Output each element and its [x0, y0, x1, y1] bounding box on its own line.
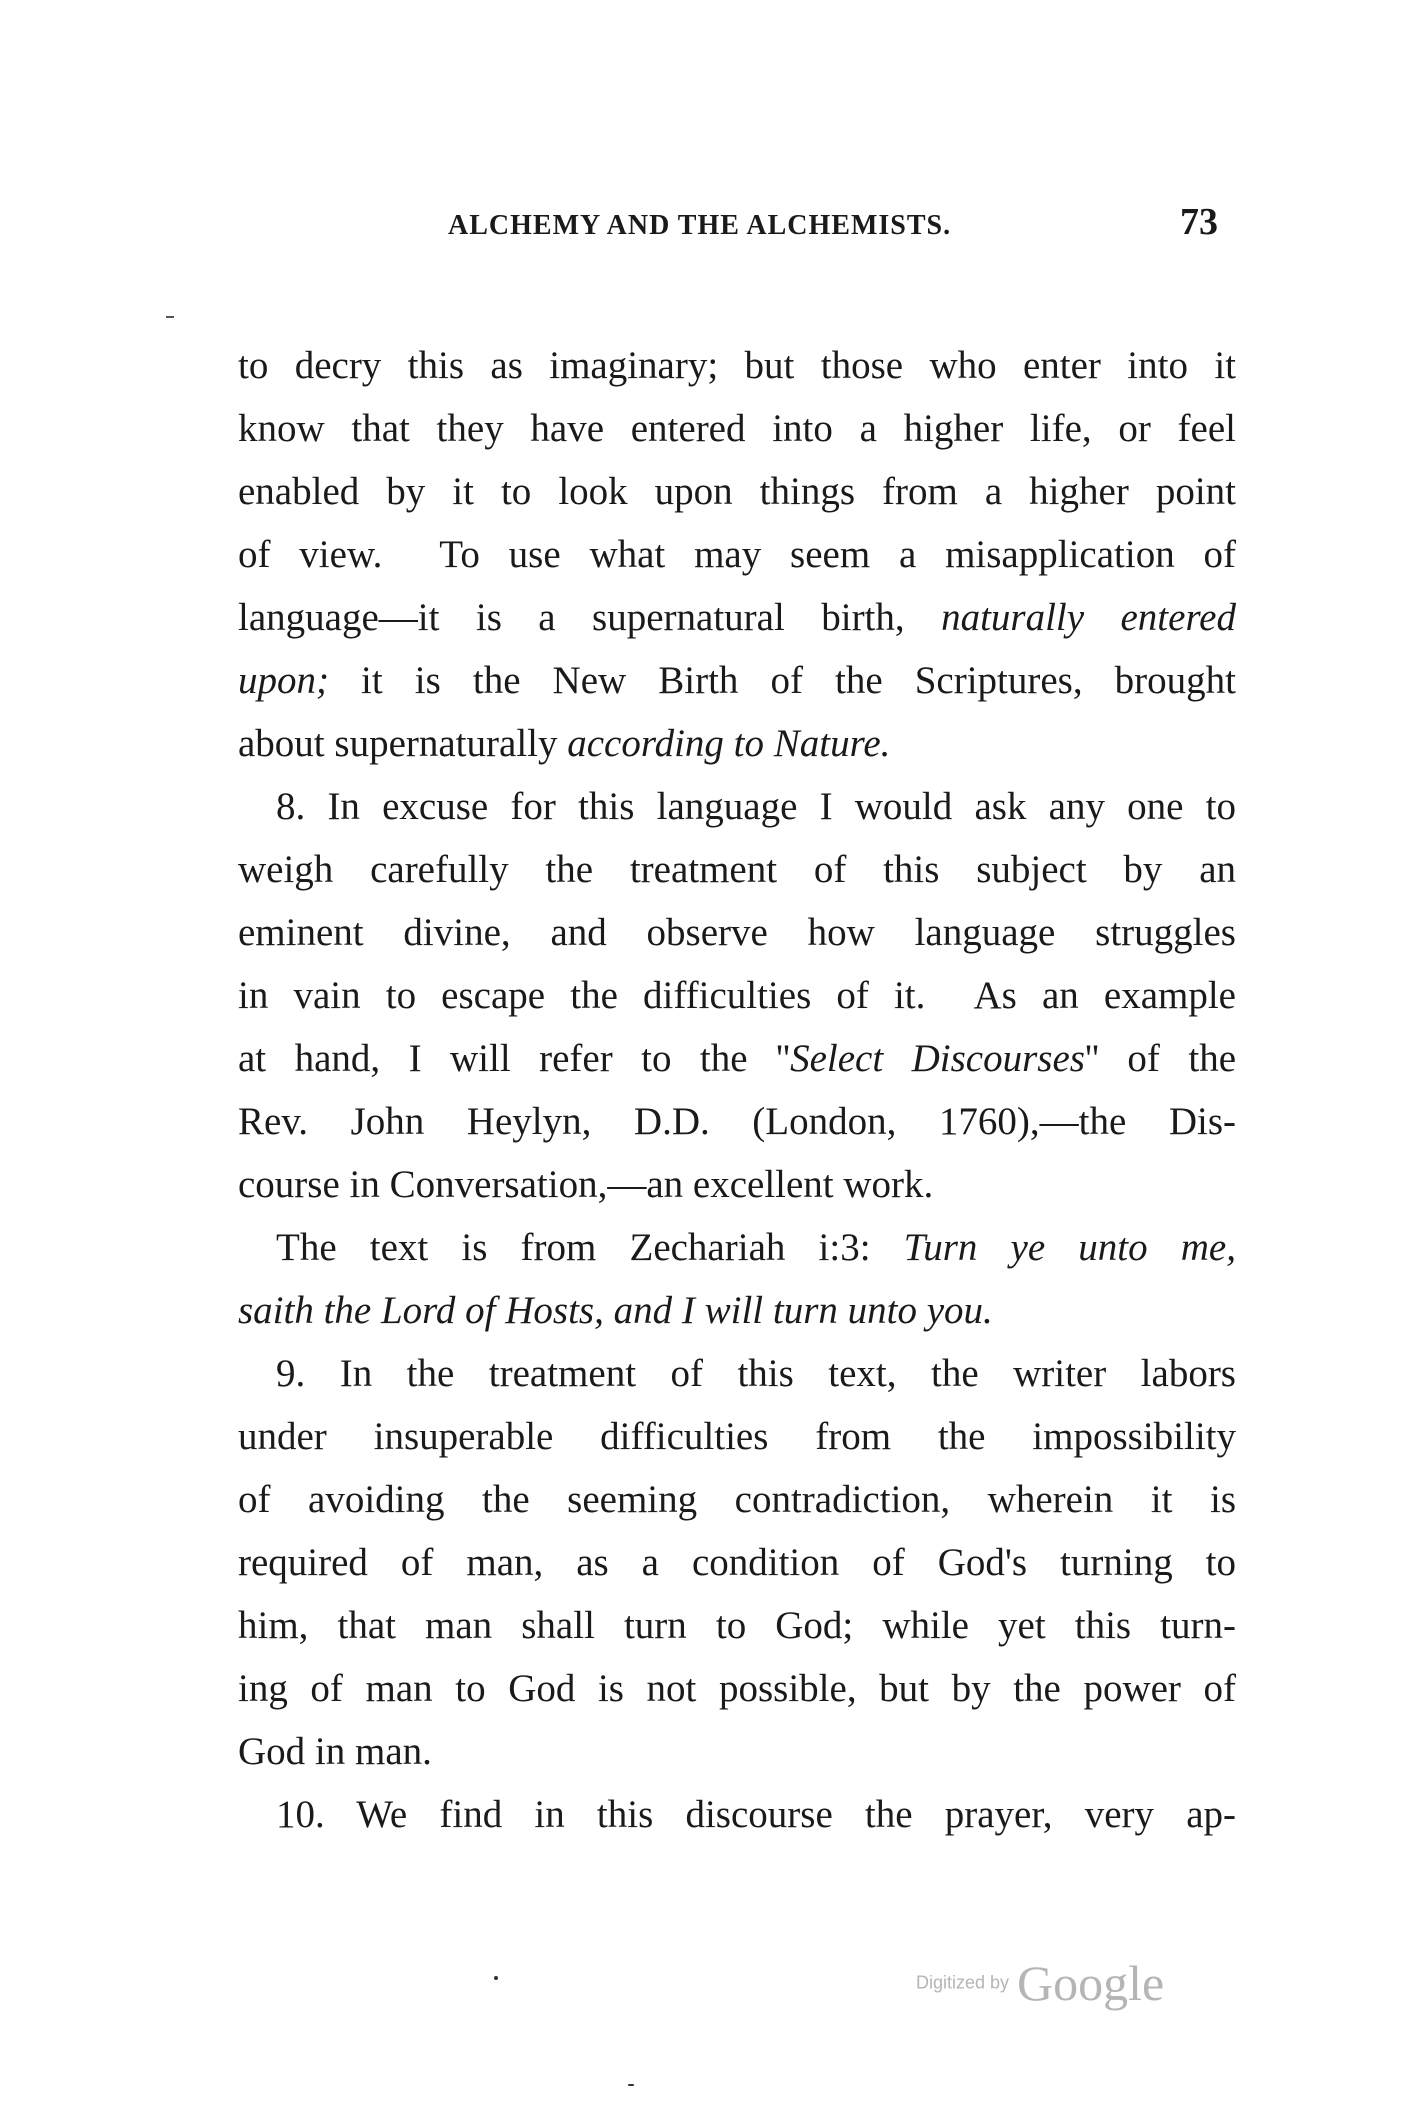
text-line [238, 1090, 1236, 1153]
text-line [238, 1468, 1236, 1531]
text-line [238, 1783, 1236, 1846]
text-line [238, 397, 1236, 460]
text-line [238, 901, 1236, 964]
text-line [238, 964, 1236, 1027]
text-line [238, 1153, 1236, 1216]
text-line [238, 586, 1236, 649]
digitized-by-google-watermark [916, 1954, 1164, 2012]
text-run: of avoiding the seeming contradiction, wherein it is [238, 1478, 1236, 1521]
text-run: at hand, I will refer to the '' [238, 1037, 791, 1080]
text-run: enabled by it to look upon things from a higher point [238, 470, 1236, 513]
text-line [238, 1027, 1236, 1090]
text-run: in vain to escape the difficulties of it. As an example [238, 974, 1236, 1017]
text-line [238, 523, 1236, 586]
italic-text: Turn ye unto me, [903, 1226, 1236, 1269]
text-line [238, 1342, 1236, 1405]
text-line [238, 1216, 1236, 1279]
text-run: 8. In excuse for this language I would ask any one to [276, 785, 1236, 828]
text-run: 10. We find in this discourse the prayer, very ap- [276, 1793, 1236, 1836]
text-run: know that they have entered into a higher life, or feel [238, 407, 1236, 450]
text-run: language—it is a supernatural birth, [238, 596, 942, 639]
text-run: it is the New Birth of the Scriptures, brought [329, 659, 1236, 702]
page-number: 73 [1180, 201, 1218, 243]
italic-text: according to Nature. [567, 722, 891, 765]
text-run: weigh carefully the treatment of this subject by an [238, 848, 1236, 891]
italic-text: saith the Lord of Hosts, and I will turn unto you. [238, 1289, 993, 1332]
text-run: course in Conversation,—an excellent work. [238, 1163, 934, 1206]
body-text [238, 334, 1236, 1846]
text-run: '' of the [1084, 1037, 1237, 1080]
margin-mark [166, 316, 174, 318]
text-run: God in man. [238, 1730, 432, 1773]
text-line [238, 712, 1236, 775]
text-run: to decry this as imaginary; but those who enter into it [238, 344, 1236, 387]
google-logo-text: Google [1017, 1955, 1165, 2011]
scan-speck [628, 2084, 634, 2086]
text-line [238, 1279, 1236, 1342]
text-line [238, 775, 1236, 838]
text-run: of view. To use what may seem a misapplication of [238, 533, 1236, 576]
text-line [238, 1720, 1236, 1783]
running-head [0, 0, 1416, 300]
text-run: under insuperable difficulties from the impossibility [238, 1415, 1236, 1458]
text-run: Rev. John Heylyn, D.D. (London, 1760),—the Dis- [238, 1100, 1236, 1143]
text-run: eminent divine, and observe how language struggles [238, 911, 1236, 954]
text-line [238, 1405, 1236, 1468]
scan-speck [494, 1976, 498, 1980]
text-run: 9. In the treatment of this text, the writer labors [276, 1352, 1236, 1395]
italic-text: upon; [238, 659, 329, 702]
text-run: him, that man shall turn to God; while yet this turn- [238, 1604, 1236, 1647]
text-run: The text is from Zechariah i:3: [276, 1226, 904, 1269]
italic-text: Select Discourses [790, 1037, 1085, 1080]
running-title: ALCHEMY AND THE ALCHEMISTS. [448, 210, 952, 241]
watermark-prefix: Digitized by [916, 1972, 1010, 1993]
text-line [238, 1531, 1236, 1594]
text-line [238, 1594, 1236, 1657]
text-line [238, 1657, 1236, 1720]
text-line [238, 334, 1236, 397]
text-run: ing of man to God is not possible, but by the power of [238, 1667, 1236, 1710]
text-line [238, 838, 1236, 901]
text-run: required of man, as a condition of God's turning to [238, 1541, 1236, 1584]
text-run: about supernaturally [238, 722, 568, 765]
text-line [238, 649, 1236, 712]
text-line [238, 460, 1236, 523]
italic-text: naturally entered [941, 596, 1236, 639]
